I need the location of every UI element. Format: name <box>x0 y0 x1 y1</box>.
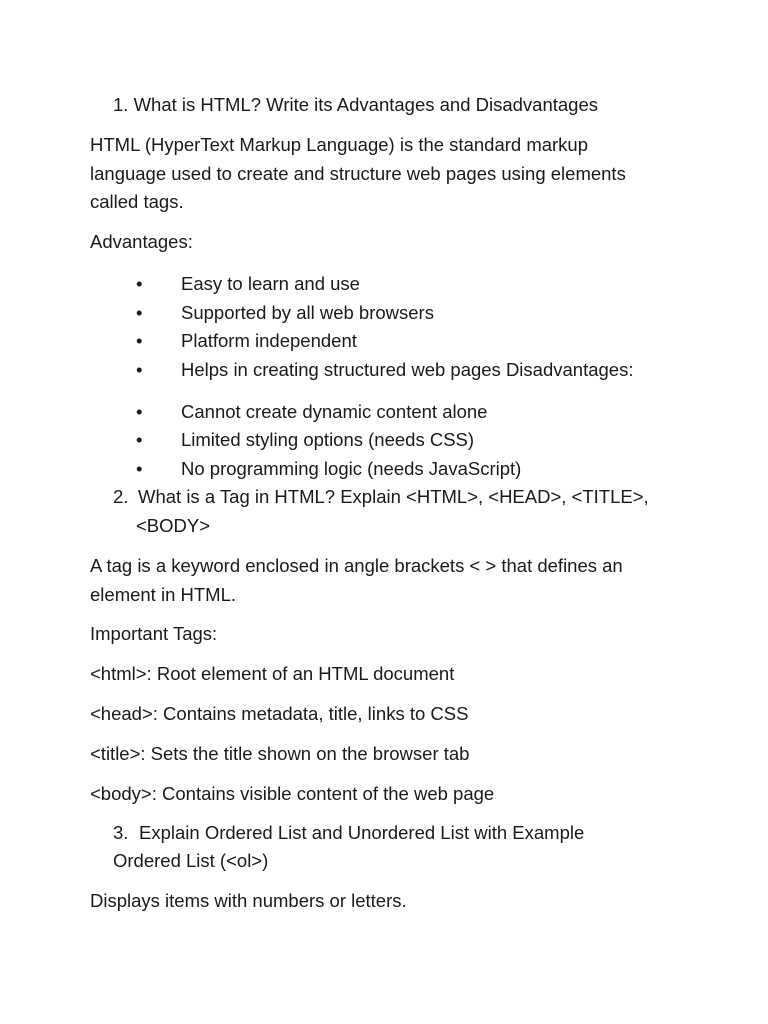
advantage-item: Helps in creating structured web pages Disadvantages: <box>181 359 634 380</box>
q1-number: 1. <box>113 94 129 115</box>
bullet-icon: • <box>136 458 143 479</box>
q2-definition: A tag is a keyword enclosed in angle brackets < > that defines an element in HTML. <box>90 555 623 605</box>
tag-description: <html>: Root element of an HTML document <box>90 663 455 684</box>
bullet-icon: • <box>136 273 143 294</box>
advantage-item: Supported by all web browsers <box>181 302 434 323</box>
tag-description: <title>: Sets the title shown on the browser tab <box>90 743 470 764</box>
q3-subheading: Ordered List (<ol>) <box>113 850 269 871</box>
q1-title: What is HTML? Write its Advantages and Disadvantages <box>133 94 599 115</box>
q3-title: Explain Ordered List and Unordered List with Example <box>139 822 585 843</box>
q3-number: 3. <box>113 822 129 843</box>
bullet-icon: • <box>136 302 143 323</box>
bullet-icon: • <box>136 401 143 422</box>
q2-title-line1: What is a Tag in HTML? Explain <HTML>, <HEAD>, <TITLE>, <box>138 486 649 507</box>
tag-description: <head>: Contains metadata, title, links to CSS <box>90 703 469 724</box>
advantage-item: Easy to learn and use <box>181 273 360 294</box>
bullet-icon: • <box>136 359 143 380</box>
q2-title-line2: <BODY> <box>136 515 211 536</box>
q1-definition: HTML (HyperText Markup Language) is the standard markup language used to create and structure web pages using elements called tags. <box>90 134 626 213</box>
important-tags-heading: Important Tags: <box>90 623 218 644</box>
advantages-heading: Advantages: <box>90 231 193 252</box>
q2-number: 2. <box>113 486 129 507</box>
tag-description: <body>: Contains visible content of the web page <box>90 783 495 804</box>
q1-heading <box>113 91 598 120</box>
advantage-item: Platform independent <box>181 330 357 351</box>
disadvantage-item: Cannot create dynamic content alone <box>181 401 488 422</box>
disadvantage-item: No programming logic (needs JavaScript) <box>181 458 522 479</box>
disadvantage-item: Limited styling options (needs CSS) <box>181 429 475 450</box>
bullet-icon: • <box>136 429 143 450</box>
q3-description: Displays items with numbers or letters. <box>90 890 407 911</box>
bullet-icon: • <box>136 330 143 351</box>
